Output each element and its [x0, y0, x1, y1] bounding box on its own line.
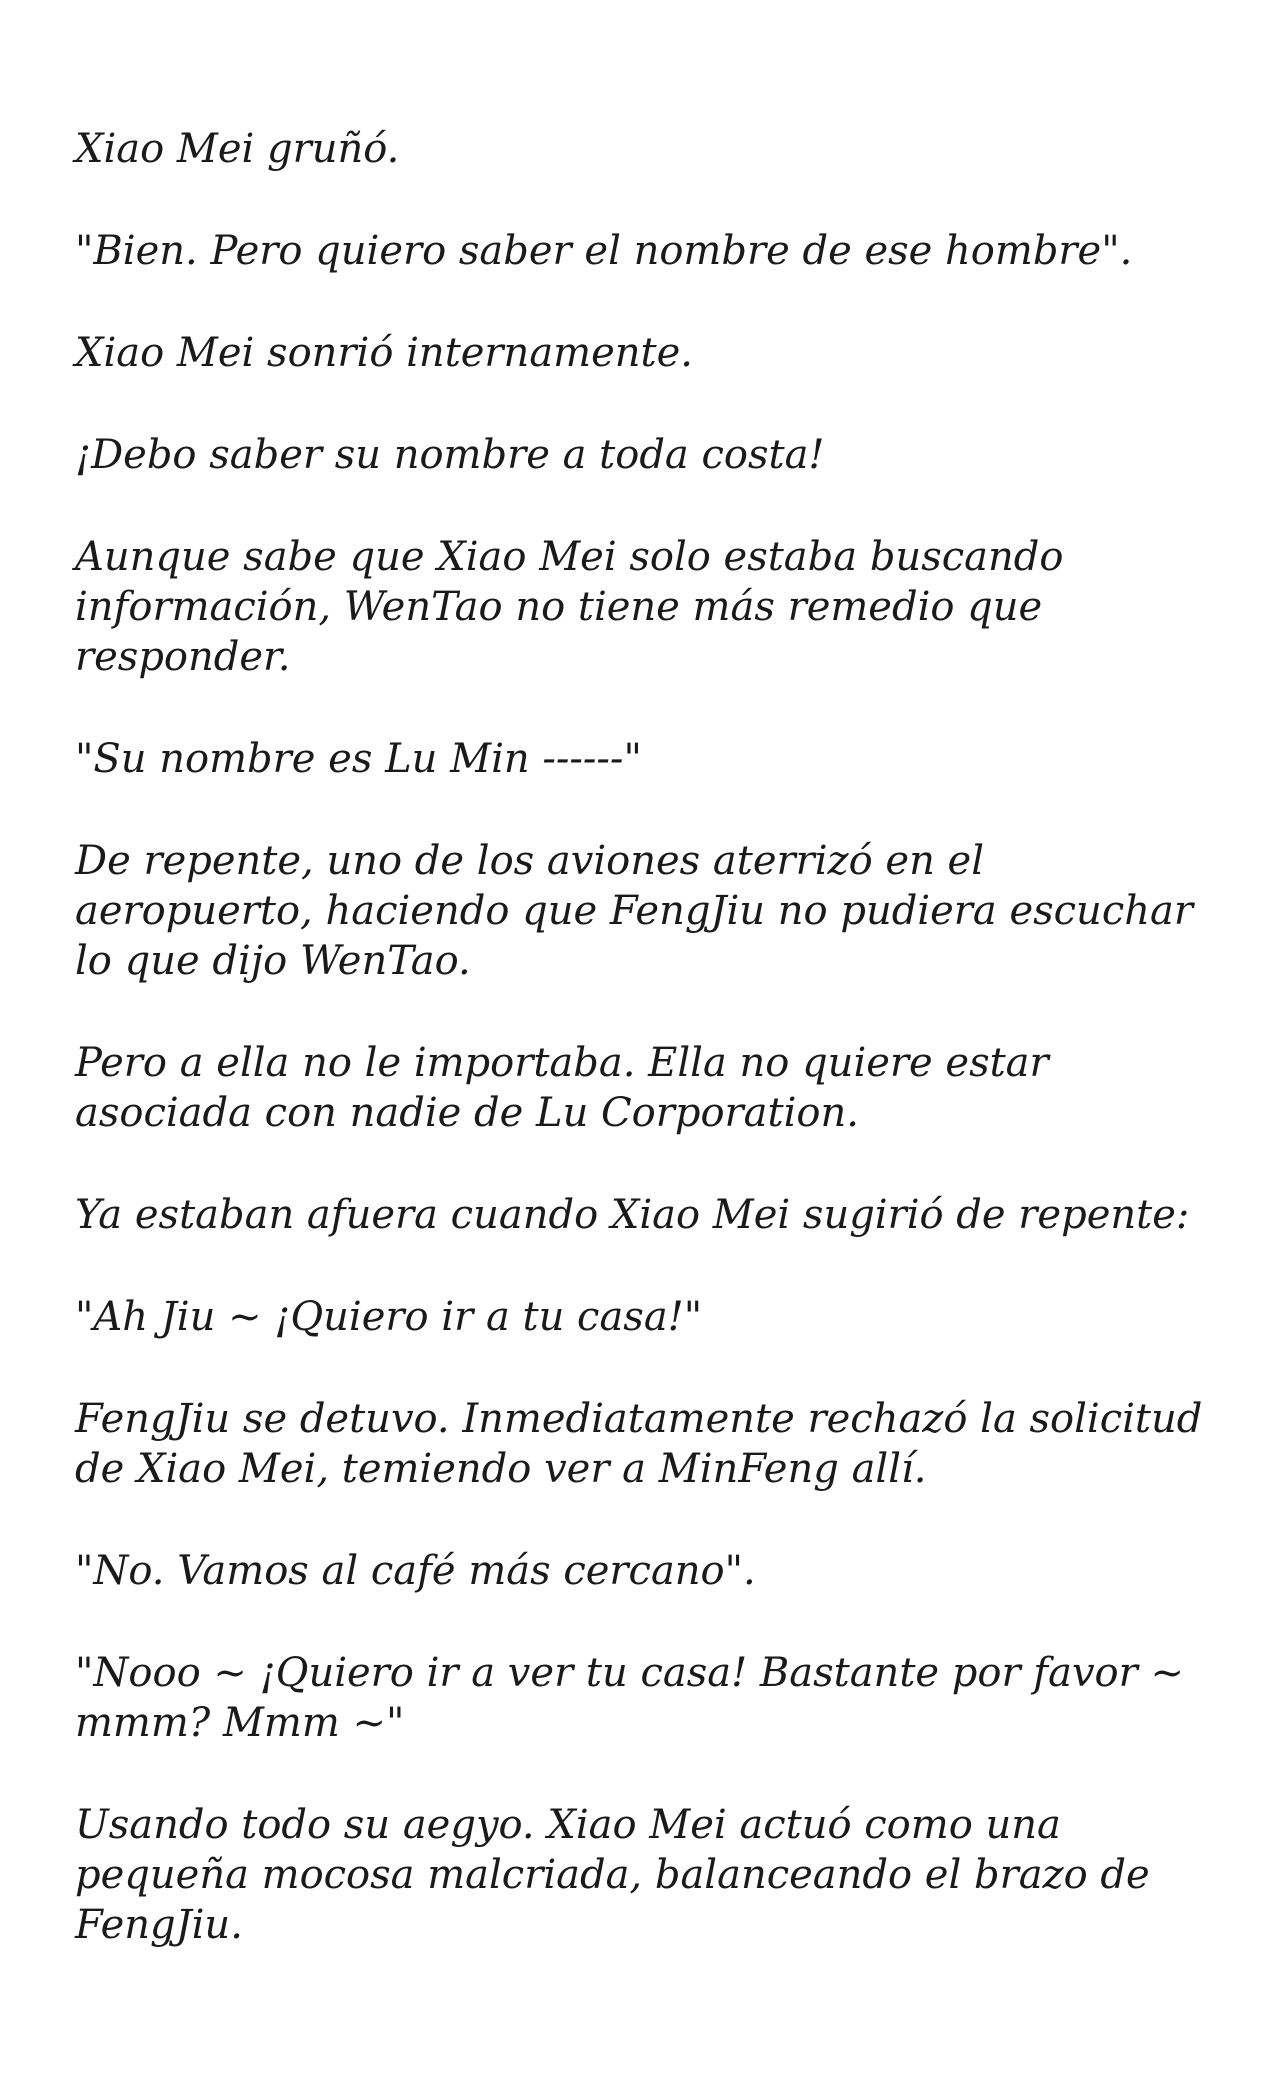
paragraph: "Bien. Pero quiero saber el nombre de ese hombre". — [75, 228, 1133, 274]
paragraph: "Su nombre es Lu Min ------" — [75, 736, 642, 782]
paragraph: Aunque sabe que Xiao Mei solo estaba buscando información, WenTao no tiene más remedio que responder. — [75, 534, 1064, 680]
paragraph: "Ah Jiu ~ ¡Quiero ir a tu casa!" — [75, 1294, 703, 1340]
paragraph: Ya estaban afuera cuando Xiao Mei sugirió de repente: — [75, 1192, 1190, 1238]
paragraph: Usando todo su aegyo. Xiao Mei actuó como una pequeña mocosa malcriada, balanceando el brazo de FengJiu. — [75, 1802, 1150, 1948]
paragraph: "No. Vamos al café más cercano". — [75, 1548, 756, 1594]
paragraph: ¡Debo saber su nombre a toda costa! — [75, 432, 825, 478]
paragraph: Pero a ella no le importaba. Ella no quiere estar asociada con nadie de Lu Corporation. — [75, 1040, 1049, 1136]
story-text — [75, 124, 1225, 2002]
paragraph: Xiao Mei gruñó. — [75, 126, 400, 172]
paragraph: Xiao Mei sonrió internamente. — [75, 330, 693, 376]
paragraph: FengJiu se detuvo. Inmediatamente rechazó la solicitud de Xiao Mei, temiendo ver a MinFeng allí. — [75, 1396, 1203, 1492]
paragraph: De repente, uno de los aviones aterrizó en el aeropuerto, haciendo que FengJiu no pudiera escuchar lo que dijo WenTao. — [75, 838, 1193, 984]
paragraph: "Nooo ~ ¡Quiero ir a ver tu casa! Bastante por favor ~ mmm? Mmm ~" — [75, 1650, 1184, 1746]
